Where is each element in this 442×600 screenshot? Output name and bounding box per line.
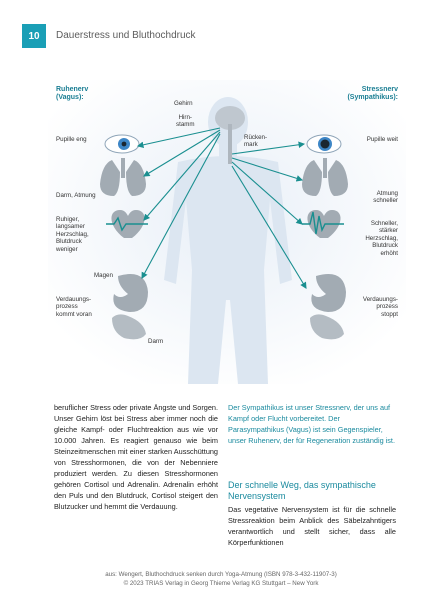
body-text-left: beruflicher Stress oder private Ängste und Sorgen. Unser Gehirn löst bei Stress aber immer noch die gleiche Kampf- oder Fluchtreaktion aus wie vor 10.000 Jahren. Es reagiert genauso wie beim Steinzeitmenschen mit einer starken Ausschüttung von Stresshormonen, die von der Nebenniere produziert werden. Zu diesen Stresshormonen gehören Cortisol und Adrenalin. Adrenalin erhöht den Puls und den Blutdruck, Cortisol steigert den Blutzucker und hemmt die Verdauung. [54,403,218,511]
section-subheading: Der schnelle Weg, das sympathische Nervensystem [228,480,376,501]
label-gehirn: Gehirn [174,100,193,107]
left-heading: Ruhenerv (Vagus): [56,86,89,102]
left-eye-icon [105,135,139,153]
label-magen: Magen [94,272,113,279]
label-darm: Darm [148,338,164,345]
body-text-right: Das vegetative Nervensystem ist für die schnelle Stressreaktion beim Anblick des Säbelzahntigers verantwortlich und stellt sicher, dass alle Körperfunktionen [228,505,396,547]
footer-line-2: © 2023 TRIAS Verlag in Georg Thieme Verlag KG Stuttgart – New York [123,579,319,587]
label-right-atmung: Atmung schneller [373,190,398,205]
label-rueckenmark: Rücken- mark [244,134,268,149]
illustration-graphic [48,80,406,384]
callout-text: Der Sympathikus ist unser Stressnerv, der uns auf Kampf oder Flucht vorbereitet. Der Parasympathikus (Vagus) ist sein Gegenspieler, unser Ruhenerv, der für Regeneration zuständig ist. [228,403,395,445]
label-left-herzschlag: Ruhiger, langsamer Herzschlag, Blutdruck weniger [56,216,89,253]
label-right-verdauung: Verdauungs- prozess stoppt [362,296,398,318]
label-left-verdauung: Verdauungs- prozess kommt voran [56,296,92,318]
label-hirnstamm: Hirn- stamm [176,114,195,129]
label-right-herzschlag: Schneller, stärker Herzschlag, Blutdruck erhöht [365,220,398,257]
footer-line-1: aus: Wengert, Bluthochdruck senken durch Yoga-Atmung (ISBN 978-3-432-11907-3) [105,571,337,578]
page-number: 10 [22,24,46,48]
label-left-pupille: Pupille eng [56,136,87,143]
nervous-system-illustration [48,80,406,384]
right-eye-icon [307,135,341,153]
label-right-pupille: Pupille weit [366,136,398,143]
running-header: Dauerstress und Bluthochdruck [56,30,196,41]
label-left-atmung: Darm, Atmung [56,192,96,199]
footer-citation [60,571,382,588]
right-heading: Stressnerv (Sympathikus): [347,86,398,102]
